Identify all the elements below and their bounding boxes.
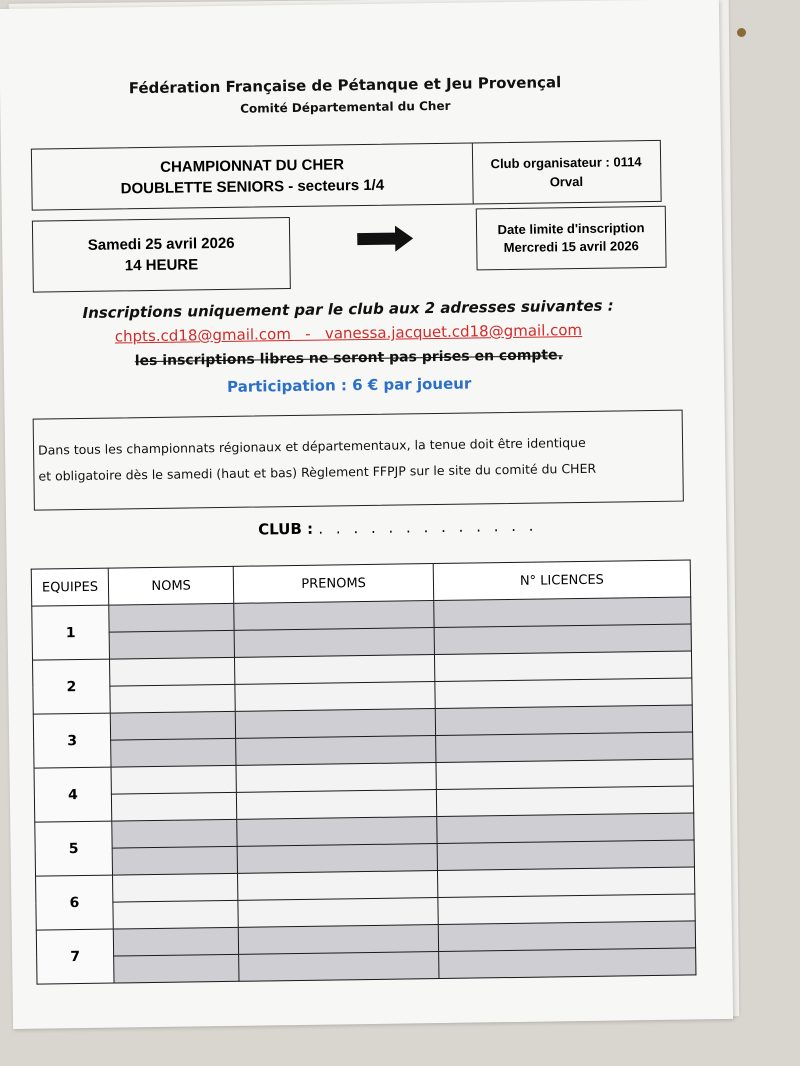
dress-code-box bbox=[33, 410, 684, 511]
event-date: Samedi 25 avril 2026 bbox=[87, 234, 235, 254]
license-cell[interactable] bbox=[437, 840, 694, 871]
deadline-label: Date limite d'inscription bbox=[497, 220, 645, 238]
committee-title: Comité Départemental du Cher bbox=[240, 98, 451, 116]
name-cell[interactable] bbox=[113, 873, 239, 902]
name-cell[interactable] bbox=[109, 603, 235, 632]
name-cell[interactable] bbox=[112, 846, 238, 875]
name-cell[interactable] bbox=[114, 954, 240, 983]
firstname-cell[interactable] bbox=[235, 628, 435, 658]
firstname-cell[interactable] bbox=[237, 790, 437, 820]
firstname-cell[interactable] bbox=[236, 709, 436, 739]
name-cell[interactable] bbox=[113, 927, 239, 956]
organizer-line2: Orval bbox=[549, 173, 584, 190]
participation-fee: Participation : 6 € par joueur bbox=[226, 374, 472, 396]
organizer-line1: Club organisateur : 0114 bbox=[490, 154, 642, 172]
club-field bbox=[258, 517, 538, 539]
license-cell[interactable] bbox=[434, 651, 691, 682]
pin bbox=[737, 28, 746, 37]
firstname-cell[interactable] bbox=[236, 763, 436, 793]
name-cell[interactable] bbox=[111, 792, 237, 821]
license-cell[interactable] bbox=[435, 678, 692, 709]
firstname-cell[interactable] bbox=[234, 601, 434, 631]
club-label: CLUB : bbox=[258, 519, 314, 539]
license-cell[interactable] bbox=[438, 921, 695, 952]
name-cell[interactable] bbox=[111, 738, 237, 767]
header-noms: NOMS bbox=[108, 566, 234, 605]
registration-emails: chpts.cd18@gmail.com - vanessa.jacquet.cd18@gmail.com bbox=[114, 320, 583, 346]
club-blank: . . . . . . . . . . . . . bbox=[318, 516, 538, 538]
name-cell[interactable] bbox=[110, 684, 236, 713]
firstname-cell[interactable] bbox=[236, 736, 436, 766]
teams-table bbox=[31, 559, 697, 984]
firstname-cell[interactable] bbox=[237, 817, 437, 847]
team-number: 1 bbox=[32, 605, 110, 660]
team-number: 4 bbox=[34, 767, 112, 822]
team-number: 2 bbox=[33, 659, 111, 714]
championship-box bbox=[31, 140, 662, 211]
team-number: 6 bbox=[36, 875, 114, 930]
event-date-box bbox=[32, 217, 291, 293]
name-cell[interactable] bbox=[112, 819, 238, 848]
championship-title bbox=[32, 143, 474, 209]
firstname-cell[interactable] bbox=[235, 682, 435, 712]
license-cell[interactable] bbox=[434, 597, 691, 628]
firstname-cell[interactable] bbox=[238, 871, 438, 901]
firstname-cell[interactable] bbox=[235, 655, 435, 685]
firstname-cell[interactable] bbox=[238, 898, 438, 928]
license-cell[interactable] bbox=[437, 867, 694, 898]
championship-title-line1: CHAMPIONNAT DU CHER bbox=[160, 156, 345, 176]
event-time: 14 HEURE bbox=[124, 256, 199, 275]
license-cell[interactable] bbox=[435, 732, 692, 763]
name-cell[interactable] bbox=[110, 711, 236, 740]
license-cell[interactable] bbox=[437, 813, 694, 844]
firstname-cell[interactable] bbox=[238, 844, 438, 874]
team-number: 3 bbox=[33, 713, 111, 768]
header-licences: N° LICENCES bbox=[433, 560, 691, 601]
team-number: 7 bbox=[36, 929, 114, 984]
free-registrations-note: les inscriptions libres ne seront pas prises en compte. bbox=[134, 347, 563, 370]
license-cell[interactable] bbox=[436, 786, 693, 817]
organizer-club bbox=[472, 141, 661, 204]
header-prenoms: PRENOMS bbox=[234, 564, 434, 604]
license-cell[interactable] bbox=[435, 705, 692, 736]
deadline-box bbox=[476, 206, 667, 271]
dress-code-line1: Dans tous les championnats régionaux et départementaux, la tenue doit être identique bbox=[37, 434, 586, 458]
name-cell[interactable] bbox=[111, 765, 237, 794]
name-cell[interactable] bbox=[110, 657, 236, 686]
firstname-cell[interactable] bbox=[239, 925, 439, 955]
header-equipes: EQUIPES bbox=[31, 568, 109, 606]
dress-code-line2: et obligatoire dès le samedi (haut et bas) Règlement FFPJP sur le site du comité du CHER bbox=[38, 460, 597, 484]
registration-instructions: Inscriptions uniquement par le club aux 2 adresses suivantes : bbox=[82, 296, 614, 322]
license-cell[interactable] bbox=[436, 759, 693, 790]
name-cell[interactable] bbox=[113, 900, 239, 929]
license-cell[interactable] bbox=[434, 624, 691, 655]
deadline-date: Mercredi 15 avril 2026 bbox=[503, 238, 639, 256]
right-arrow-icon bbox=[357, 225, 413, 252]
championship-title-line2: DOUBLETTE SENIORS - secteurs 1/4 bbox=[120, 176, 385, 198]
license-cell[interactable] bbox=[439, 948, 696, 979]
federation-title: Fédération Française de Pétanque et Jeu Provençal bbox=[128, 73, 562, 98]
license-cell[interactable] bbox=[438, 894, 695, 925]
name-cell[interactable] bbox=[109, 630, 235, 659]
team-number: 5 bbox=[35, 821, 113, 876]
firstname-cell[interactable] bbox=[239, 952, 439, 982]
